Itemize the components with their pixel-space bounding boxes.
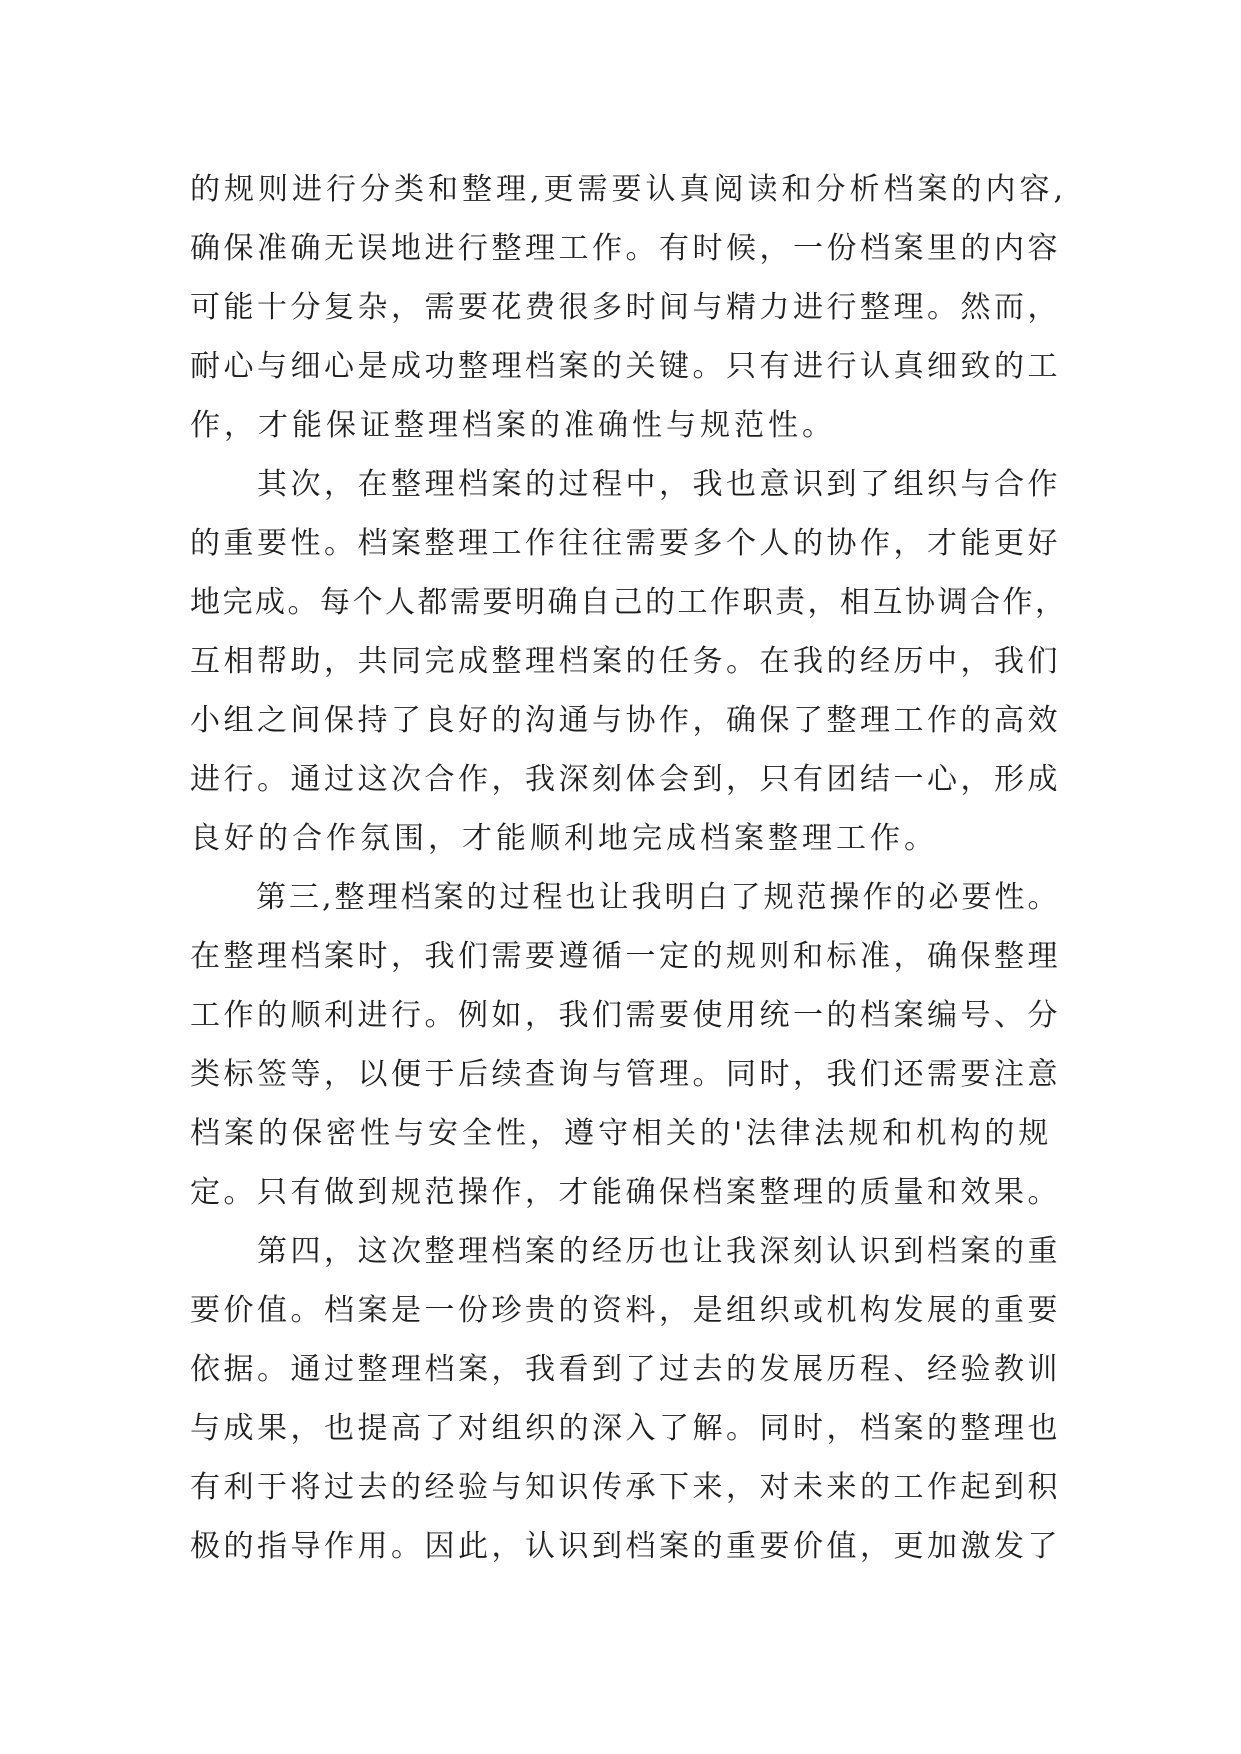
text-line: 第四，这次整理档案的经历也让我深刻认识到档案的重 [190,1234,1061,1269]
text-line: 要价值。档案是一份珍贵的资料，是组织或机构发展的重要 [190,1293,1061,1328]
text-line: 的规则进行分类和整理,更需要认真阅读和分析档案的内容, [190,172,1068,207]
text-line: 作，才能保证整理档案的准确性与规范性。 [190,408,836,443]
text-line: 互相帮助，共同完成整理档案的任务。在我的经历中，我们 [190,644,1061,679]
text-line: 的重要性。档案整理工作往往需要多个人的协作，才能更好 [190,526,1061,561]
text-line: 地完成。每个人都需要明确自己的工作职责，相互协调合作， [190,585,1068,620]
text-line: 与成果，也提高了对组织的深入了解。同时，档案的整理也 [190,1411,1061,1446]
text-line: 极的指导作用。因此，认识到档案的重要价值，更加激发了 [190,1529,1061,1564]
text-line: 有利于将过去的经验与知识传承下来，对未来的工作起到积 [190,1470,1061,1505]
text-line: 可能十分复杂，需要花费很多时间与精力进行整理。然而， [190,290,1061,325]
text-line: 小组之间保持了良好的沟通与协作，确保了整理工作的高效 [190,703,1061,738]
text-line: 进行。通过这次合作，我深刻体会到，只有团结一心，形成 [190,762,1061,797]
text-line: 其次，在整理档案的过程中，我也意识到了组织与合作 [190,467,1061,502]
text-line: 良好的合作氛围，才能顺利地完成档案整理工作。 [190,821,938,856]
text-line: 在整理档案时，我们需要遵循一定的规则和标准，确保整理 [190,939,1061,974]
text-line: 第三,整理档案的过程也让我明白了规范操作的必要性。 [190,880,1061,915]
text-line: 类标签等，以便于后续查询与管理。同时，我们还需要注意 [190,1057,1061,1092]
text-line: 耐心与细心是成功整理档案的关键。只有进行认真细致的工 [190,349,1061,384]
text-line: 定。只有做到规范操作，才能确保档案整理的质量和效果。 [190,1175,1061,1210]
text-line: 确保准确无误地进行整理工作。有时候，一份档案里的内容 [190,231,1061,266]
text-line: 档案的保密性与安全性，遵守相关的'法律法规和机构的规 [190,1116,1053,1151]
text-line: 工作的顺利进行。例如，我们需要使用统一的档案编号、分 [190,998,1061,1033]
body-text [190,160,1070,1576]
text-line: 依据。通过整理档案，我看到了过去的发展历程、经验教训 [190,1352,1061,1387]
